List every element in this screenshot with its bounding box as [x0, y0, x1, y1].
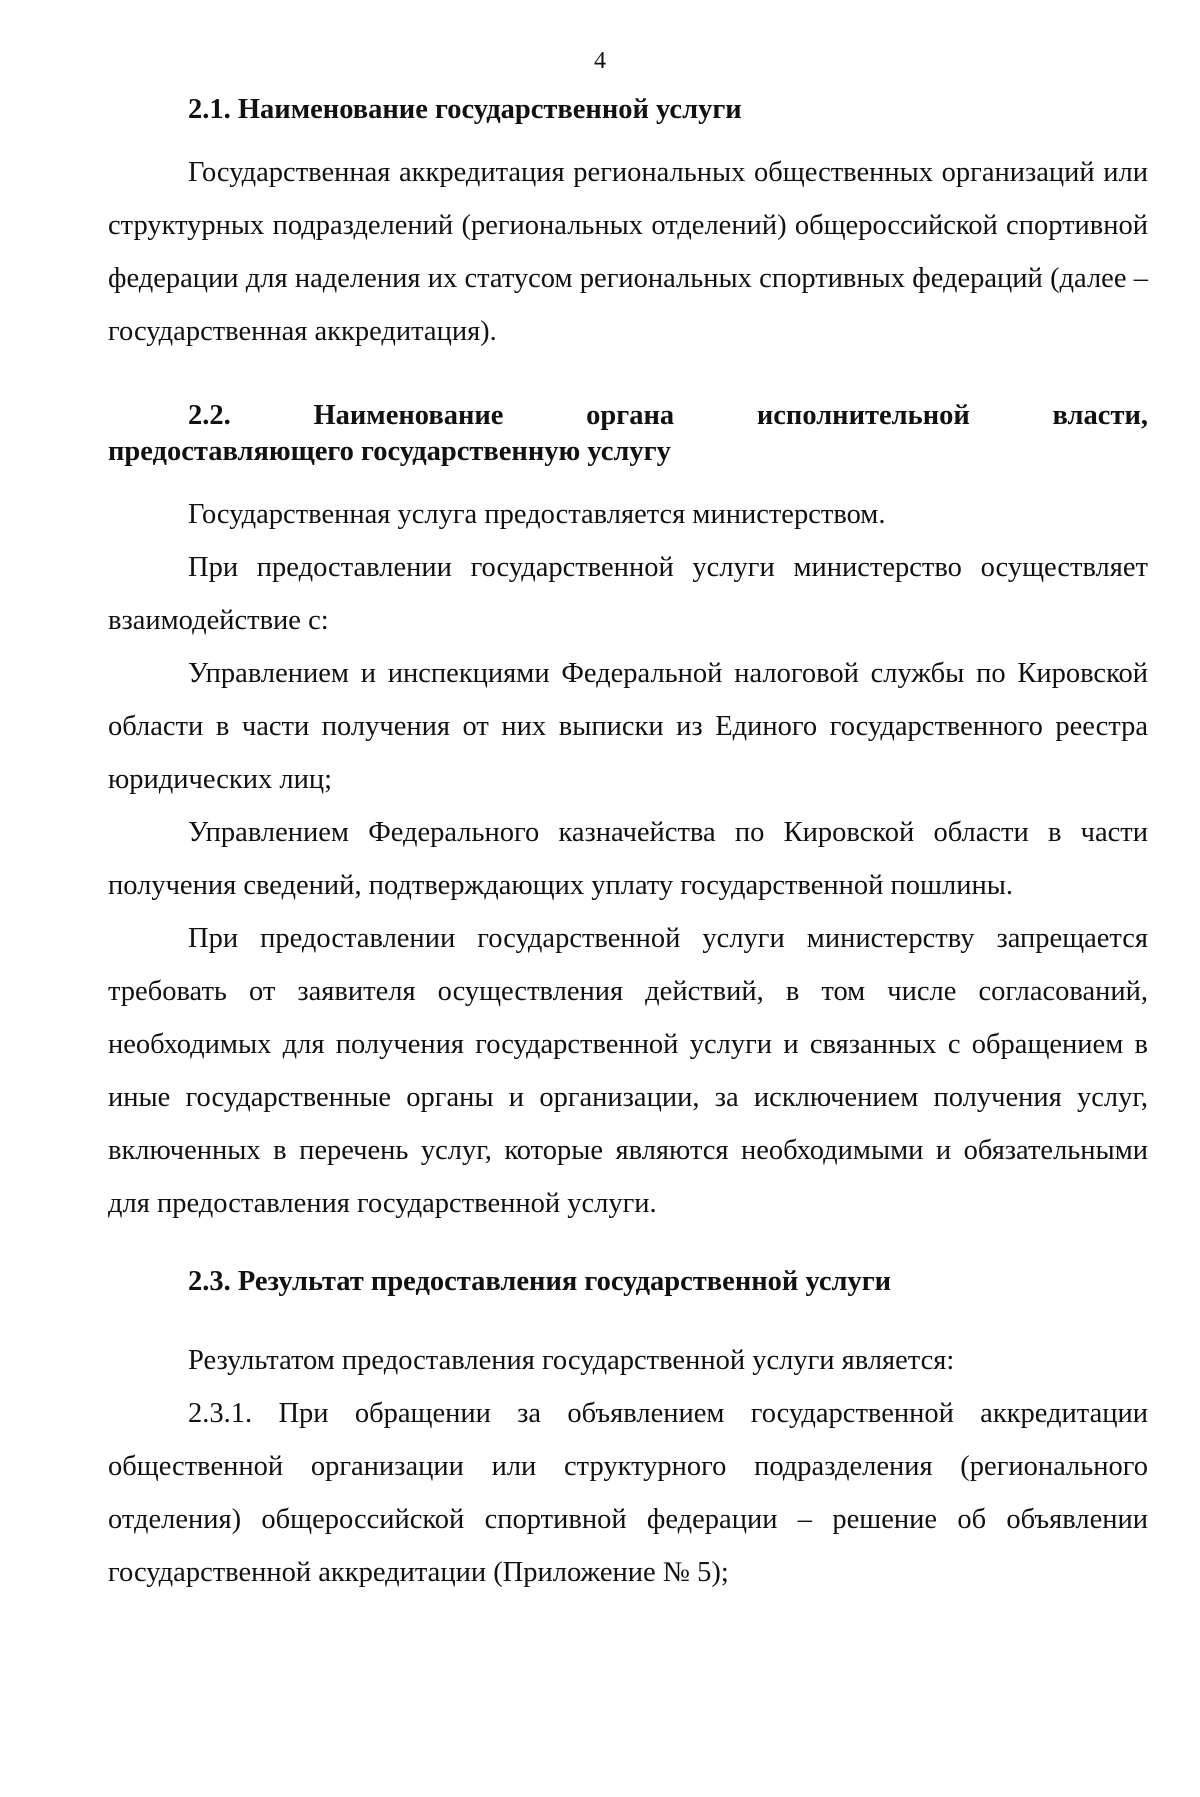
paragraph-2-2-4: Управлением Федерального казначейства по Кировской области в части получения сведений, подтверждающих уплату государственной пошлины. — [108, 817, 1148, 901]
paragraph-2-2-3: Управлением и инспекциями Федеральной налоговой службы по Кировской области в части получения от них выписки из Единого государственного реестра юридических лиц; — [108, 658, 1148, 795]
paragraph-2-2-5: При предоставлении государственной услуги министерству запрещается требовать от заявителя осуществления действий, в том числе согласований, необходимых для получения государственной услуги и связанных с обращением в иные государственные органы и организации, за исключением получения услуг, включенных в перечень услуг, которые являются необходимыми и обязательными для предоставления государственной услуги. — [108, 923, 1148, 1219]
paragraph-2-2-2: При предоставлении государственной услуги министерство осуществляет взаимодействие с: — [108, 552, 1148, 636]
paragraph-2-1-1: Государственная аккредитация региональных общественных организаций или структурных подразделений (региональных отделений) общероссийской спортивной федерации для наделения их статусом региональных спортивных федераций (далее – государственная аккредитация). — [108, 157, 1148, 347]
document-body — [108, 92, 1148, 1599]
page-number: 4 — [594, 48, 606, 74]
paragraph-2-3-2: 2.3.1. При обращении за объявлением государственной аккредитации общественной организации или структурного подразделения (регионального отделения) общероссийской спортивной федерации – решение об объявлении государственной аккредитации (Приложение № 5); — [108, 1398, 1148, 1588]
paragraph-2-2-1: Государственная услуга предоставляется министерством. — [188, 499, 886, 530]
paragraph-2-3-1: Результатом предоставления государственной услуги является: — [188, 1345, 955, 1376]
section-heading-2-3: 2.3. Результат предоставления государственной услуги — [188, 1266, 892, 1297]
section-heading-2-2 — [108, 398, 1148, 470]
section-heading-2-2-line1: 2.2. Наименование органа исполнительной власти, — [188, 400, 1148, 431]
section-heading-2-2-line2: предоставляющего государственную услугу — [108, 436, 671, 467]
section-heading-2-1: 2.1. Наименование государственной услуги — [188, 94, 742, 125]
